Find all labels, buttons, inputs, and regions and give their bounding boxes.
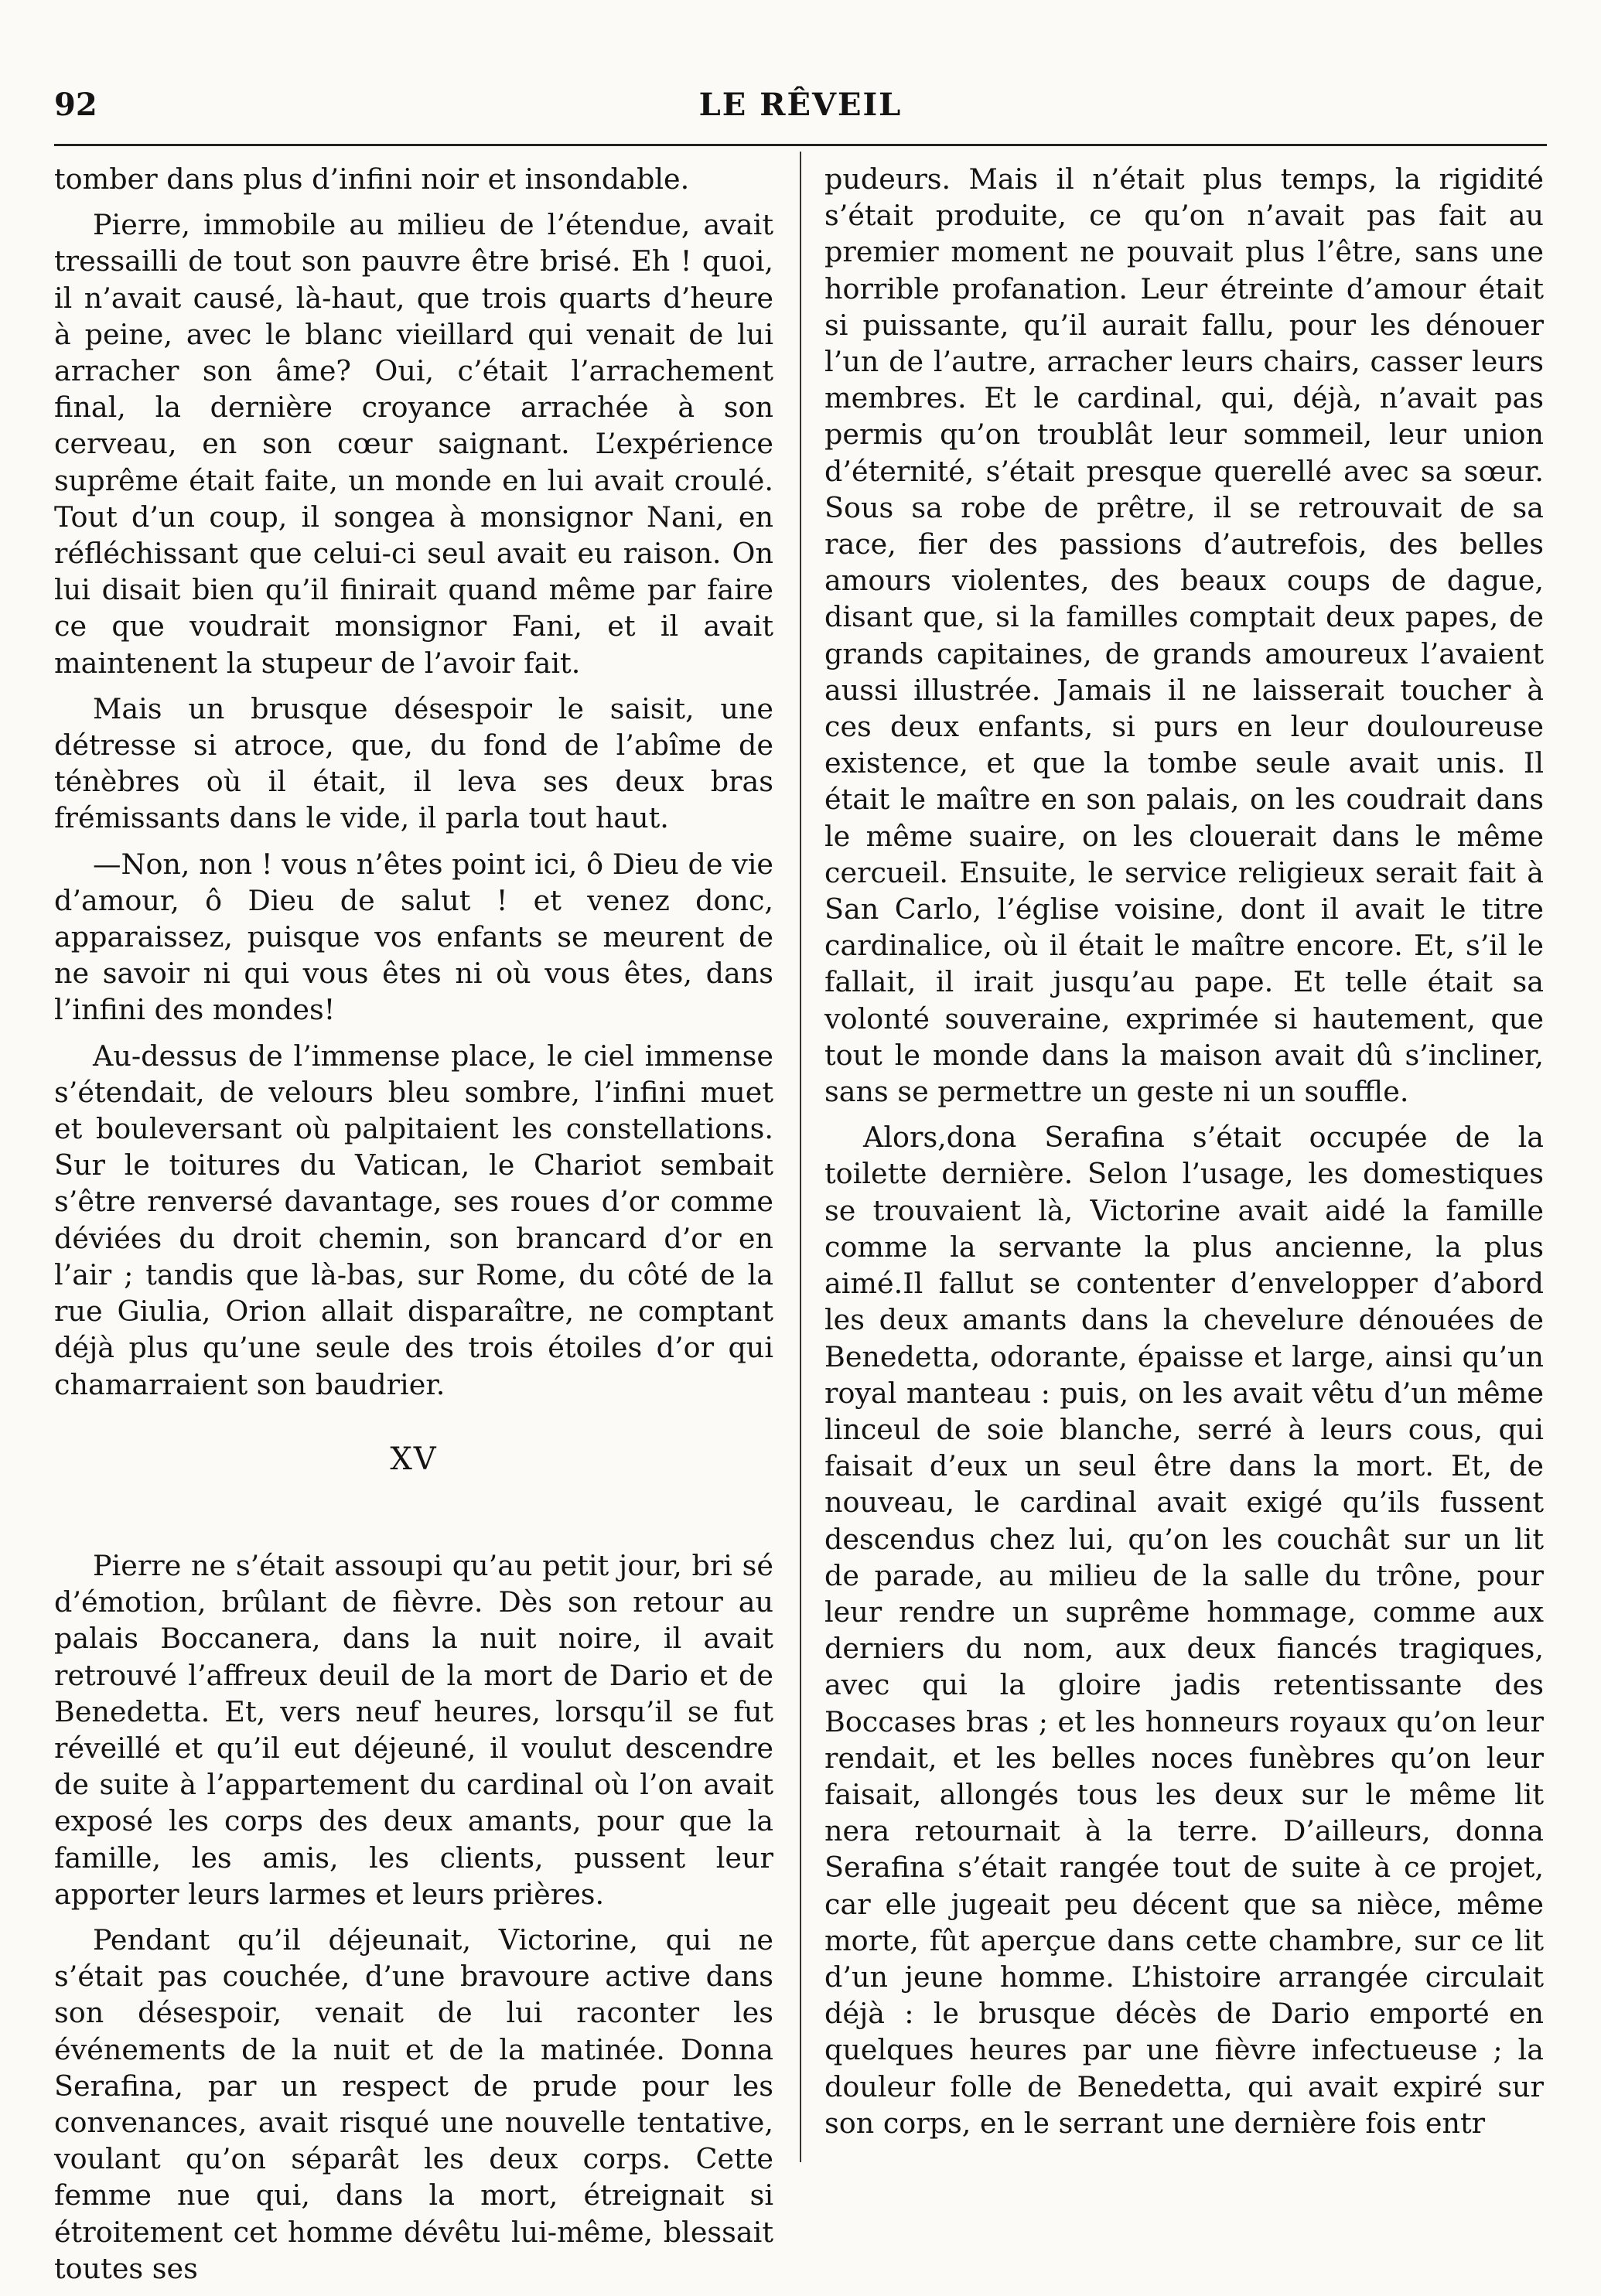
left-column (54, 161, 773, 2296)
paragraph: Mais un brusque désespoir le saisit, une détresse si atroce, que, du fond de l’abîme de ténèbres où il était, il leva ses deux bras frémissants dans le vide, il parla tout haut. (54, 691, 773, 835)
paragraph: Pierre ne s’était assoupi qu’au petit jour, bri sé d’émotion, brûlant de fièvre. Dès son retour au palais Boccanera, dans la nuit noire, il avait retrouvé l’affreux deuil de la mort de Dario et de Benedetta. Et, vers neuf heures, lorsqu’il se fut réveillé et qu’il eut déjeuné, il voulut descendre de suite à l’appartement du cardinal où l’on avait exposé les corps des deux amants, pour que la famille, les amis, les clients, pussent leur apporter leurs larmes et leurs prières. (54, 1548, 773, 1911)
paragraph: tomber dans plus d’infini noir et insondable. (54, 162, 690, 196)
paragraph: —Non, non ! vous n’êtes point ici, ô Dieu de vie d’amour, ô Dieu de salut ! et venez donc, apparaissez, puisque vos enfants se meurent de ne savoir ni qui vous êtes ni où vous êtes, dans l’infini des mondes! (54, 847, 773, 1027)
chapter-heading: XV (390, 1441, 438, 1477)
header-rule (54, 144, 1547, 146)
paragraph: Pierre, immobile au milieu de l’étendue, avait tressailli de tout son pauvre être brisé. Eh ! quoi, il n’avait causé, là-haut, que trois quarts d’heure à peine, avec le blanc vieillard qui venait de lui arracher son âme? Oui, c’était l’arrachement final, la dernière croyance arrachée à son cerveau, en son cœur saignant. L’expérience suprême était faite, un monde en lui avait croulé. Tout d’un coup, il songea à monsignor Nani, en réfléchissant que celui-ci seul avait eu raison. On lui disait bien qu’il finirait quand même par faire ce que voudrait monsignor Fani, et il avait maintenent la stupeur de l’avoir fait. (54, 208, 773, 680)
paragraph: Au-dessus de l’immense place, le ciel immense s’étendait, de velours bleu sombre, l’infini muet et bouleversant où palpitaient les constellations. Sur le toitures du Vatican, le Chariot sembait s’être renversé davantage, ses roues d’or comme déviées du droit chemin, son brancard d’or en l’air ; tandis que là-bas, sur Rome, du côté de la rue Giulia, Orion allait disparaître, ne comptant déjà plus qu’une seule des trois étoiles d’or qui chamarraient son baudrier. (54, 1039, 773, 1401)
running-title: LE RÊVEIL (698, 87, 903, 123)
page-number: 92 (54, 87, 97, 123)
paragraph: Pendant qu’il déjeunait, Victorine, qui ne s’était pas couchée, d’une bravoure active dans son désespoir, venait de lui raconter les événements de la nuit et de la matinée. Donna Serafina, par un respect de prude pour les convenances, avait risqué une nouvelle tentative, voulant qu’on séparât les deux corps. Cette femme nue qui, dans la mort, étreignait si étroitement cet homme dévêtu lui-même, blessait toutes ses (54, 1922, 773, 2285)
paragraph: pudeurs. Mais il n’était plus temps, la rigidité s’était produite, ce qu’on n’avait pas fait au premier moment ne pouvait plus l’être, sans une horrible profanation. Leur étreinte d’amour était si puissante, qu’il aurait fallu, pour les dénouer l’un de l’autre, arracher leurs chairs, casser leurs membres. Et le cardinal, qui, déjà, n’avait pas permis qu’on troublât leur sommeil, leur union d’éternité, s’était presque querellé avec sa sœur. Sous sa robe de prêtre, il se retrouvait de sa race, fier des passions d’autrefois, des belles amours violentes, des beaux coups de dague, disant que, si la familles comptait deux papes, de grands capitaines, de grands amoureux l’avaient aussi illustrée. Jamais il ne laisserait toucher à ces deux enfants, si purs en leur douloureuse existence, et que la tombe seule avait unis. Il était le maître en son palais, on les coudrait dans le même suaire, on les clouerait dans le même cercueil. Ensuite, le service religieux serait fait à San Carlo, l’église voisine, dont il avait le titre cardinalice, où il était le maître encore. Et, s’il le fallait, il irait jusqu’au pape. Et telle était sa volonté souveraine, exprimée si hautement, que tout le monde dans la maison avait dû s’incliner, sans se permettre un geste ni un souffle. (824, 162, 1544, 1109)
paragraph: Alors,dona Serafina s’était occupée de la toilette dernière. Selon l’usage, les domestiques se trouvaient là, Victorine avait aidé la famille comme la servante la plus ancienne, la plus aimé.Il fallut se contenter d’envelopper d’abord les deux amants dans la chevelure dénouées de Benedetta, odorante, épaisse et large, ainsi qu’un royal manteau : puis, on les avait vêtu d’un même linceul de soie blanche, serré à leurs cous, qui faisait d’eux un seul être dans la mort. Et, de nouveau, le cardinal avait exigé qu’ils fussent descendus chez lui, qu’on les couchât sur un lit de parade, au milieu de la salle du trône, pour leur rendre un suprême hommage, comme aux derniers du nom, aux deux fiancés tragiques, avec qui la gloire jadis retentissante des Boccases bras ; et les honneurs royaux qu’on leur rendait, et les belles noces funèbres qu’on leur faisait, allongés tous les deux sur le même lit nera retournait à la terre. D’ailleurs, donna Serafina s’était rangée tout de suite à ce projet, car elle jugeait peu décent que sa nièce, même morte, fût aperçue dans cette chambre, sur ce lit d’un jeune homme. L’histoire arrangée circulait déjà : le brusque décès de Dario emporté en quelques heures par une fièvre infectueuse ; la douleur folle de Benedetta, qui avait expiré sur son corps, en le serrant une dernière fois entr (824, 1121, 1544, 2140)
column-divider (800, 152, 801, 2162)
right-column (824, 161, 1544, 2151)
